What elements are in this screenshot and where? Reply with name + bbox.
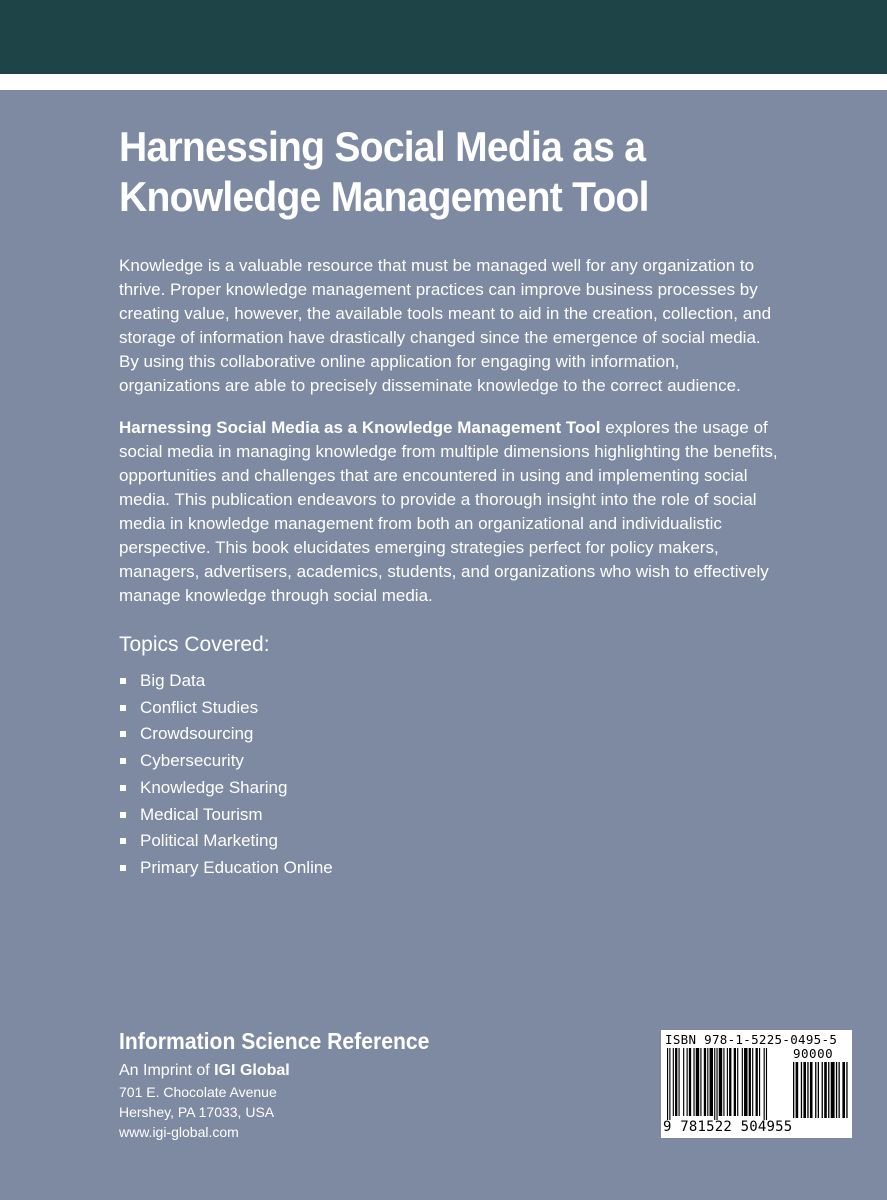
price-addon-digits: 90000	[793, 1046, 834, 1061]
barcode-bar	[707, 1048, 708, 1116]
barcode-bar	[669, 1048, 670, 1120]
isbn-label: ISBN 978-1-5225-0495-5	[665, 1032, 838, 1047]
description-book-title: Harnessing Social Media as a Knowledge Management Tool	[119, 418, 601, 437]
barcode-bar	[810, 1062, 813, 1118]
barcode-bar	[807, 1062, 808, 1118]
barcode-bar	[716, 1048, 717, 1120]
barcode-bar	[822, 1062, 823, 1118]
barcode-bar	[710, 1048, 713, 1116]
barcode-bar	[759, 1048, 760, 1116]
barcode-bar	[824, 1062, 827, 1118]
street-address: 701 E. Chocolate Avenue	[119, 1084, 277, 1100]
barcode-bar	[704, 1048, 706, 1116]
barcode-bar	[687, 1048, 688, 1116]
topic-item: Conflict Studies	[119, 695, 779, 722]
topic-item: Primary Education Online	[119, 855, 779, 882]
book-title-line-2: Knowledge Management Tool	[119, 173, 649, 220]
barcode-bar	[689, 1048, 691, 1116]
barcode-bar	[667, 1048, 668, 1120]
isbn-barcode	[661, 1030, 852, 1138]
barcode-bar	[793, 1062, 794, 1118]
barcode-bar	[828, 1062, 829, 1118]
addon-barcode-bars	[793, 1062, 849, 1120]
barcode-bar	[842, 1062, 845, 1118]
topic-item: Knowledge Sharing	[119, 775, 779, 802]
barcode-bar	[752, 1048, 753, 1116]
white-divider-band	[0, 74, 887, 90]
back-cover-content	[119, 122, 779, 882]
barcode-bar	[723, 1048, 724, 1116]
barcode-bar	[693, 1048, 694, 1116]
topics-list	[119, 668, 779, 882]
description-paragraph-1: Knowledge is a valuable resource that must be managed well for any organization to thrive. Proper knowledge management practices can improve business processes by creating value, however, the available tools meant to aid in the creation, collection, and storage of information have drastically changed since the emergence of social media. By using this collaborative online application for engaging with information, organizations are able to precisely disseminate knowledge to the correct audience.	[119, 256, 772, 395]
topic-item: Big Data	[119, 668, 779, 695]
topic-item: Political Marketing	[119, 828, 779, 855]
imprint-name: Information Science Reference	[119, 1028, 430, 1054]
barcode-bar	[831, 1062, 835, 1118]
topic-item: Medical Tourism	[119, 802, 779, 829]
barcode-bar	[696, 1048, 699, 1116]
barcode-bar	[673, 1048, 674, 1116]
parent-publisher: IGI Global	[214, 1062, 290, 1079]
barcode-bar	[749, 1048, 751, 1116]
topics-heading: Topics Covered:	[119, 633, 270, 656]
barcode-bar	[727, 1048, 728, 1116]
topic-item: Crowdsourcing	[119, 721, 779, 748]
city-address: Hershey, PA 17033, USA	[119, 1104, 275, 1120]
imprint-prefix: An Imprint of	[119, 1062, 215, 1079]
barcode-bar	[744, 1048, 747, 1116]
imprint-of-line	[119, 1060, 519, 1082]
top-color-band	[0, 0, 887, 74]
description-paragraph-2	[119, 416, 779, 608]
barcode-bar	[796, 1062, 799, 1118]
publisher-block	[119, 1026, 519, 1142]
barcode-bar	[766, 1048, 767, 1120]
barcode-bar	[764, 1048, 765, 1120]
barcode-bar	[742, 1048, 743, 1116]
barcode-bar	[737, 1048, 738, 1116]
barcode-bar	[734, 1048, 736, 1116]
topic-item: Cybersecurity	[119, 748, 779, 775]
ean-barcode-bars	[667, 1048, 789, 1120]
barcode-bar	[803, 1062, 806, 1118]
barcode-bar	[714, 1048, 715, 1120]
ean-digits: 9 781522 504955	[663, 1119, 793, 1135]
barcode-bar	[729, 1048, 731, 1116]
barcode-bar	[846, 1062, 847, 1118]
barcode-bar	[801, 1062, 802, 1118]
barcode-bar	[719, 1048, 722, 1116]
barcode-bar	[839, 1062, 840, 1118]
barcode-bar	[683, 1048, 684, 1116]
barcode-bar	[818, 1062, 819, 1118]
book-title	[119, 122, 789, 222]
barcode-bar	[756, 1048, 758, 1116]
barcode-bar	[679, 1048, 680, 1116]
barcode-bar	[815, 1062, 816, 1118]
barcode-bar	[836, 1062, 837, 1118]
website-url: www.igi-global.com	[119, 1124, 239, 1140]
barcode-bar	[700, 1048, 701, 1116]
book-title-line-1: Harnessing Social Media as a	[119, 123, 646, 170]
barcode-bar	[675, 1048, 677, 1116]
description-paragraph-2-text: explores the usage of social media in managing knowledge from multiple dimensions highlighting the benefits, opportunities and challenges that are encountered in using and implementing social media. This publication endeavors to provide a thorough insight into the role of social media in knowledge management from both an organizational and individualistic perspective. This book elucidates emerging strategies perfect for policy makers, managers, advertisers, academics, students, and organizations who wish to effectively manage knowledge through social media.	[119, 418, 778, 605]
